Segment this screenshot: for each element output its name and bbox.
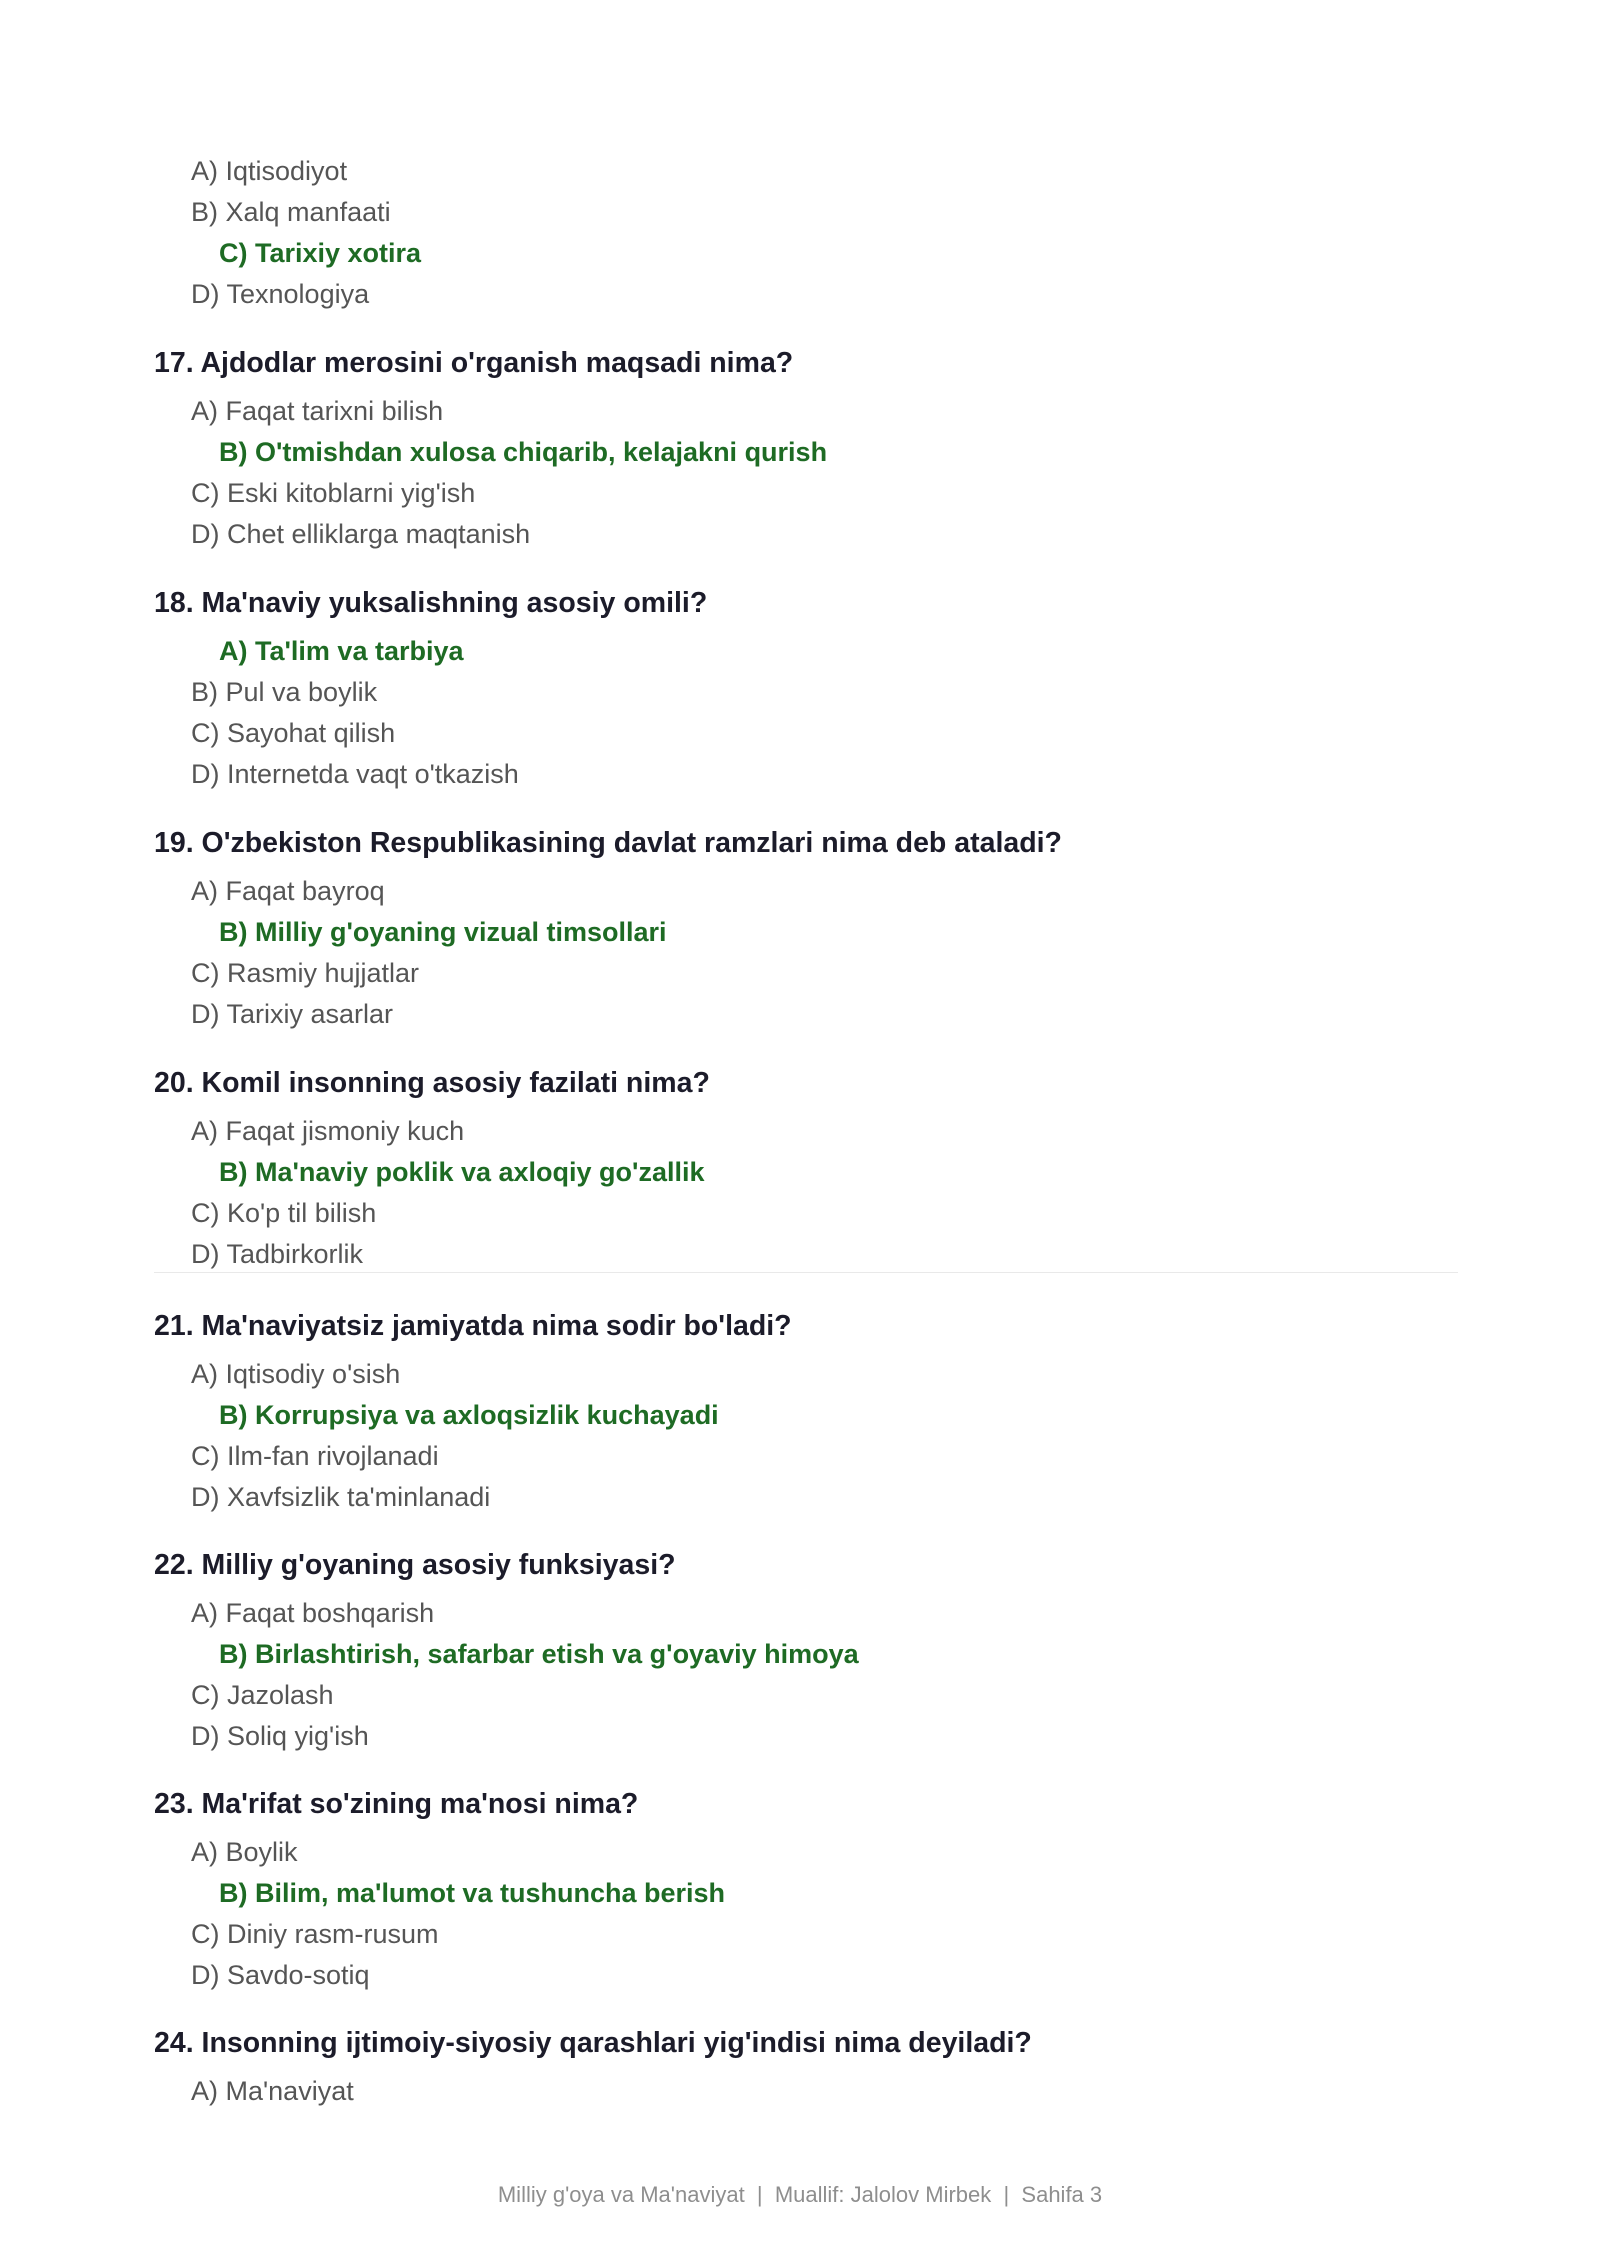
question-title: 24. Insonning ijtimoiy-siyosiy qarashlari yig'indisi nima deyiladi? <box>154 2027 1032 2059</box>
option: A) Boylik <box>191 1837 298 1867</box>
question-title: 17. Ajdodlar merosini o'rganish maqsadi nima? <box>154 347 794 379</box>
option: D) Chet elliklarga maqtanish <box>191 519 531 549</box>
option: C) Sayohat qilish <box>191 718 396 748</box>
question-title: 22. Milliy g'oyaning asosiy funksiyasi? <box>154 1549 676 1581</box>
section-divider <box>154 1272 1458 1273</box>
option: D) Tadbirkorlik <box>191 1239 364 1269</box>
correct-option: B) Milliy g'oyaning vizual timsollari <box>219 917 667 947</box>
option: D) Xavfsizlik ta'minlanadi <box>191 1482 491 1512</box>
question-title: 19. O'zbekiston Respublikasining davlat ramzlari nima deb ataladi? <box>154 827 1062 859</box>
page-footer: Milliy g'oya va Ma'naviyat | Muallif: Jalolov Mirbek | Sahifa 3 <box>497 2182 1103 2207</box>
option: D) Texnologiya <box>191 279 370 309</box>
option: D) Soliq yig'ish <box>191 1721 369 1751</box>
option: A) Iqtisodiyot <box>191 156 348 186</box>
correct-option: B) Birlashtirish, safarbar etish va g'oyaviy himoya <box>219 1639 859 1669</box>
option: A) Faqat jismoniy kuch <box>191 1116 465 1146</box>
correct-option: C) Tarixiy xotira <box>219 238 422 268</box>
option: D) Savdo-sotiq <box>191 1960 370 1990</box>
option: A) Faqat tarixni bilish <box>191 396 444 426</box>
question-title: 18. Ma'naviy yuksalishning asosiy omili? <box>154 587 708 619</box>
question-title: 23. Ma'rifat so'zining ma'nosi nima? <box>154 1788 639 1820</box>
option: C) Diniy rasm-rusum <box>191 1919 439 1949</box>
option: A) Faqat boshqarish <box>191 1598 435 1628</box>
question-title: 20. Komil insonning asosiy fazilati nima? <box>154 1067 710 1099</box>
option: B) Pul va boylik <box>191 677 378 707</box>
option: B) Xalq manfaati <box>191 197 391 227</box>
option: D) Internetda vaqt o'tkazish <box>191 759 519 789</box>
correct-option: B) Korrupsiya va axloqsizlik kuchayadi <box>219 1400 719 1430</box>
correct-option: B) Bilim, ma'lumot va tushuncha berish <box>219 1878 725 1908</box>
option: C) Eski kitoblarni yig'ish <box>191 478 476 508</box>
correct-option: B) O'tmishdan xulosa chiqarib, kelajakni qurish <box>219 437 828 467</box>
correct-option: A) Ta'lim va tarbiya <box>219 636 464 666</box>
option: A) Iqtisodiy o'sish <box>191 1359 401 1389</box>
option: C) Ilm-fan rivojlanadi <box>191 1441 439 1471</box>
option: A) Faqat bayroq <box>191 876 385 906</box>
option: C) Ko'p til bilish <box>191 1198 377 1228</box>
option: D) Tarixiy asarlar <box>191 999 394 1029</box>
correct-option: B) Ma'naviy poklik va axloqiy go'zallik <box>219 1157 705 1187</box>
option: C) Rasmiy hujjatlar <box>191 958 420 988</box>
option: C) Jazolash <box>191 1680 334 1710</box>
option: A) Ma'naviyat <box>191 2076 354 2106</box>
question-title: 21. Ma'naviyatsiz jamiyatda nima sodir bo'ladi? <box>154 1310 792 1342</box>
